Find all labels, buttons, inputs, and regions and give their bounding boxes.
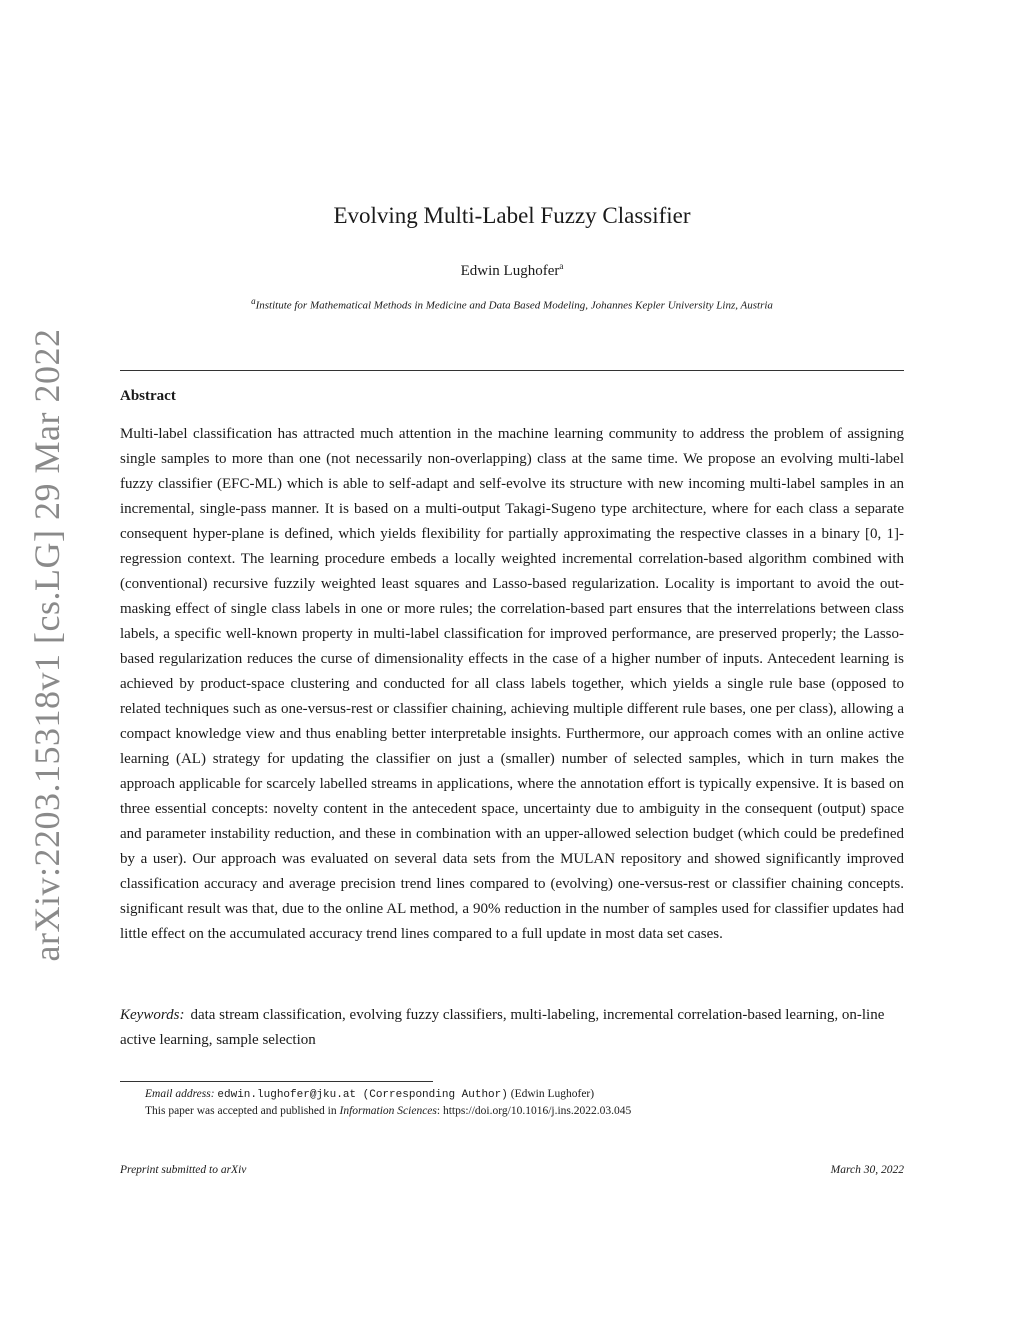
publication-footnote <box>145 1103 905 1119</box>
email-author-name: (Edwin Lughofer) <box>510 1088 595 1100</box>
footnote-divider <box>120 1081 433 1082</box>
abstract-body: Multi-label classification has attracted much attention in the machine learning community to address the problem of assigning single samples to more than one (not necessarily non-overlapping) class at the same time. We propose an evolving multi-label fuzzy classifier (EFC-ML) which is able to self-adapt and self-evolve its structure with new incoming multi-label samples in an incremental, single-pass manner. It is based on a multi-output Takagi-Sugeno type architecture, where for each class a separate consequent hyper-plane is defined, which yields flexibility for partially approximating the respective classes in a binary [0, 1]-regression context. The learning procedure embeds a locally weighted incremental correlation-based algorithm combined with (conventional) recursive fuzzily weighted least squares and Lasso-based regularization. Locality is important to avoid the out-masking effect of single class labels in one or more rules; the correlation-based part ensures that the interrelations between class labels, a specific well-known property in multi-label classification for improved performance, are preserved properly; the Lasso-based regularization reduces the curse of dimensionality effects in the case of a higher number of inputs. Antecedent learning is achieved by product-space clustering and conducted for all class labels together, which yields a single rule base (opposed to related techniques such as one-versus-rest or classifier chaining, achieving multiple different rule bases, one per class), allowing a compact knowledge view and thus enabling better interpretable insights. Furthermore, our approach comes with an online active learning (AL) strategy for updating the classifier on just a (smaller) number of selected samples, which in turn makes the approach applicable for scarcely labelled streams in applications, where the annotation effort is typically expensive. It is based on three essential concepts: novelty content in the antecedent space, uncertainty due to ambiguity in the consequent (output) space and parameter instability reduction, and these in combination with an upper-allowed selection budget (which could be predefined by a user). Our approach was evaluated on several data sets from the MULAN repository and showed significantly improved classification accuracy and average precision trend lines compared to (evolving) one-versus-rest or classifier chaining concepts. significant result was that, due to the online AL method, a 90% reduction in the number of samples used for classifier updates had little effect on the accumulated accuracy trend lines compared to a full update in most data set cases. <box>120 426 904 942</box>
preprint-date: March 30, 2022 <box>830 1164 904 1176</box>
journal-name: Information Sciences <box>339 1105 437 1117</box>
affiliation-text: Institute for Mathematical Methods in Medicine and Data Based Modeling, Johannes Kepler University Linz, Austria <box>255 299 773 312</box>
keywords-label: Keywords: <box>120 1007 185 1023</box>
keywords-text: data stream classification, evolving fuzzy classifiers, multi-labeling, incremental correlation-based learning, on-line active learning, sample selection <box>120 1007 885 1048</box>
paper-title: Evolving Multi-Label Fuzzy Classifier <box>333 203 691 228</box>
author-line <box>0 261 1024 280</box>
footnotes <box>145 1086 905 1119</box>
email-address[interactable]: edwin.lughofer@jku.at (Corresponding Author) <box>217 1089 508 1101</box>
arxiv-stamp: arXiv:2203.15318v1 [cs.LG] 29 Mar 2022 <box>27 328 67 962</box>
affiliation-mark: a <box>251 296 256 306</box>
published-prefix: This paper was accepted and published in <box>145 1105 337 1117</box>
affiliation-line <box>0 296 1024 312</box>
header-divider <box>120 370 904 371</box>
author-affiliation-mark: a <box>559 261 564 271</box>
author-name: Edwin Lughofer <box>460 263 560 279</box>
email-footnote <box>145 1086 905 1103</box>
email-label: Email address: <box>145 1088 215 1100</box>
preprint-note: Preprint submitted to arXiv <box>120 1164 247 1176</box>
abstract-heading: Abstract <box>120 388 176 404</box>
doi-link[interactable]: : https://doi.org/10.1016/j.ins.2022.03.045 <box>436 1105 632 1117</box>
keywords <box>120 1003 904 1053</box>
